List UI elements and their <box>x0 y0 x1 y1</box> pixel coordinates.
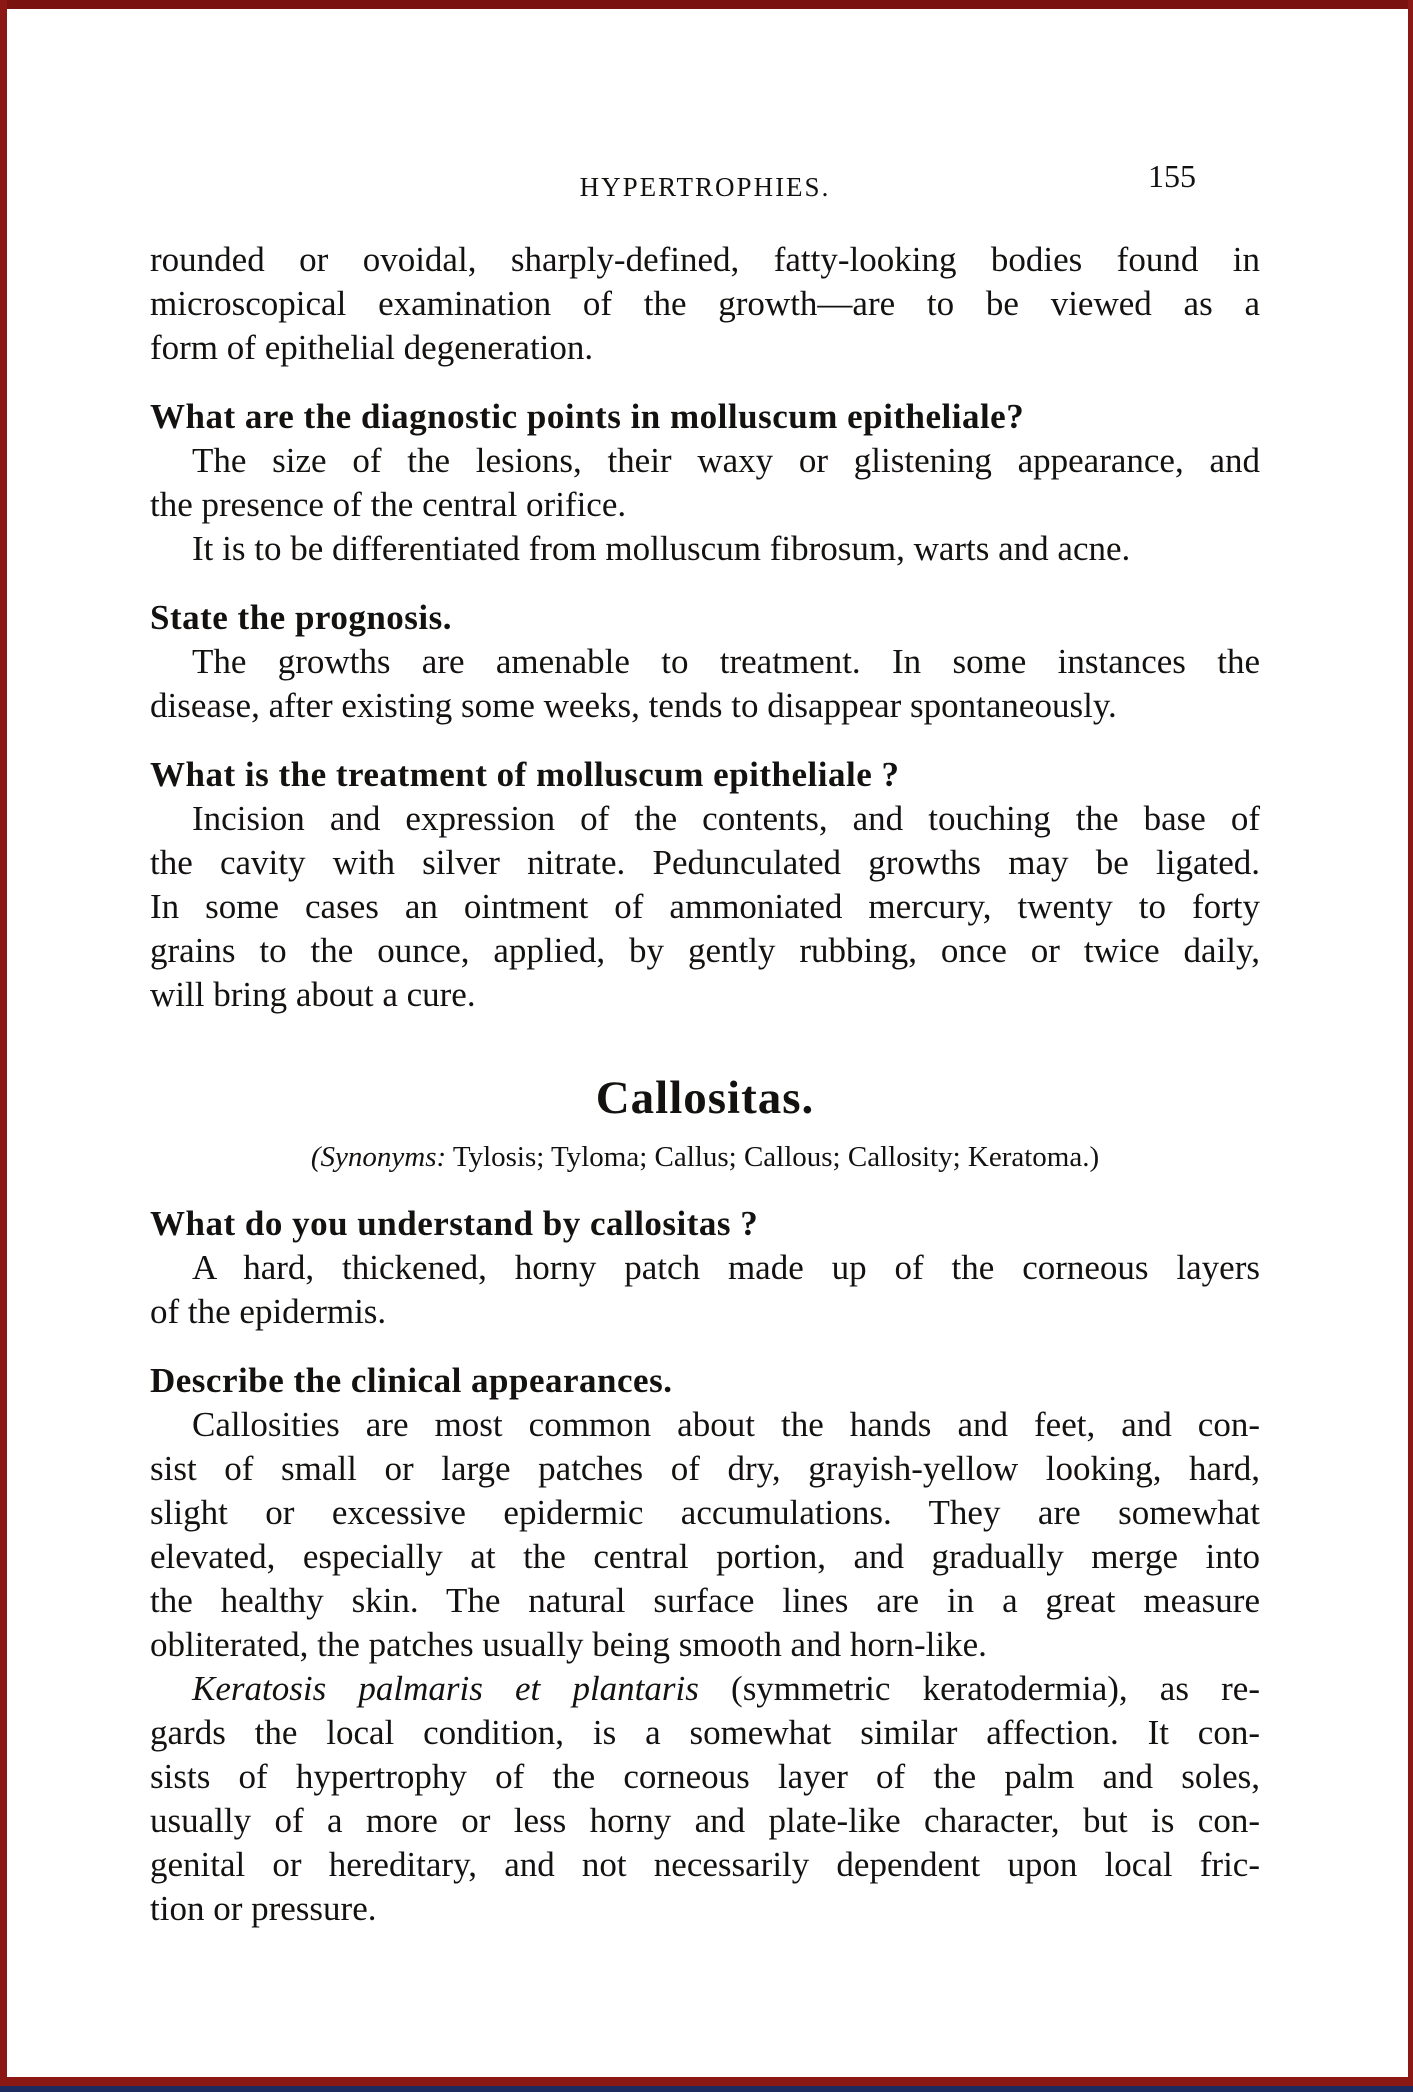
text-line: elevated, especially at the central portion, and gradually merge into <box>150 1537 1260 1576</box>
scan-edge-right <box>1408 0 1413 2092</box>
text-line: the healthy skin. The natural surface lines are in a great measure <box>150 1581 1260 1620</box>
chapter-title: Callositas. <box>595 1072 815 1124</box>
question-heading: What are the diagnostic points in molluscum epitheliale? <box>150 397 1025 436</box>
text-line: of the epidermis. <box>150 1292 387 1331</box>
paragraph <box>150 1667 1260 1931</box>
text-line: sist of small or large patches of dry, grayish-yellow looking, hard, <box>150 1449 1260 1488</box>
paragraph <box>150 797 1260 1017</box>
paragraph <box>150 527 1260 571</box>
text-line: A hard, thickened, horny patch made up of the corneous layers <box>192 1248 1260 1287</box>
text-block <box>150 238 1260 1931</box>
scan-edge-left <box>0 0 7 2092</box>
paragraph <box>150 1403 1260 1667</box>
text-run: (symmetric keratodermia), as re- <box>698 1669 1260 1708</box>
text-line: Incision and expression of the contents, and touching the base of <box>192 799 1260 838</box>
text-line: rounded or ovoidal, sharply-defined, fatty-looking bodies found in <box>150 240 1260 279</box>
question-heading: What is the treatment of molluscum epitheliale ? <box>150 755 900 794</box>
text-line: In some cases an ointment of ammoniated mercury, twenty to forty <box>150 887 1260 926</box>
italic-text-run: (Synonyms: <box>310 1141 447 1173</box>
text-line: obliterated, the patches usually being smooth and horn-like. <box>150 1625 987 1664</box>
text-line: the cavity with silver nitrate. Pedunculated growths may be ligated. <box>150 843 1260 882</box>
text-line: gards the local condition, is a somewhat similar affection. It con- <box>150 1713 1260 1752</box>
text-line: slight or excessive epidermic accumulations. They are somewhat <box>150 1493 1260 1532</box>
text-line: It is to be differentiated from molluscum fibrosum, warts and acne. <box>192 529 1131 568</box>
text-line: microscopical examination of the growth—are to be viewed as a <box>150 284 1260 323</box>
scan-edge-top <box>0 0 1413 9</box>
text-run: Tylosis; Tyloma; Callus; Callous; Callosity; Keratoma.) <box>446 1141 1100 1173</box>
running-head: HYPERTROPHIES. <box>579 172 831 202</box>
text-line: tion or pressure. <box>150 1889 377 1928</box>
italic-text-run: Keratosis palmaris et plantaris <box>192 1669 699 1708</box>
scan-edge-bottom-blue <box>0 2086 1413 2092</box>
synonyms-line <box>150 1137 1260 1177</box>
text-line: Callosities are most common about the hands and feet, and con- <box>192 1405 1260 1444</box>
text-line: the presence of the central orifice. <box>150 485 627 524</box>
text-line: usually of a more or less horny and plate-like character, but is con- <box>150 1801 1260 1840</box>
paragraph <box>150 439 1260 527</box>
text-line: The size of the lesions, their waxy or glistening appearance, and <box>192 441 1260 480</box>
paragraph <box>150 640 1260 728</box>
question-heading: Describe the clinical appearances. <box>150 1361 673 1400</box>
text-line: The growths are amenable to treatment. In some instances the <box>192 642 1260 681</box>
question-heading: What do you understand by callositas ? <box>150 1204 759 1243</box>
scan-edge-bottom-red <box>0 2077 1413 2086</box>
text-line: disease, after existing some weeks, tends to disappear spontaneously. <box>150 686 1117 725</box>
text-line: form of epithelial degeneration. <box>150 328 594 367</box>
text-line: will bring about a cure. <box>150 975 476 1014</box>
paragraph <box>150 1246 1260 1334</box>
text-line: sists of hypertrophy of the corneous layer of the palm and soles, <box>150 1757 1260 1796</box>
page-number: 155 <box>1148 158 1196 194</box>
text-line: genital or hereditary, and not necessarily dependent upon local fric- <box>150 1845 1260 1884</box>
paragraph <box>150 238 1260 370</box>
text-line <box>150 1667 1260 1711</box>
text-line: grains to the ounce, applied, by gently rubbing, once or twice daily, <box>150 931 1260 970</box>
question-heading: State the prognosis. <box>150 598 453 637</box>
